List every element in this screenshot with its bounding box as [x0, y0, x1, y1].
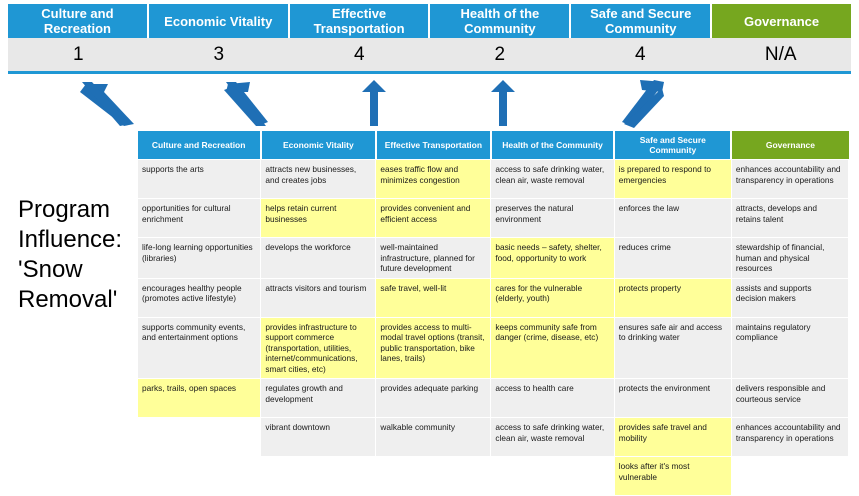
matrix-cell: ensures safe air and access to drinking water	[614, 317, 731, 379]
table-row	[138, 238, 849, 279]
matrix-cell: eases traffic flow and minimizes congestion	[376, 160, 491, 199]
matrix-cell: maintains regulatory compliance	[731, 317, 848, 379]
score-culture-and-recreation: 1	[72, 43, 84, 65]
score-health-of-the-community: 2	[494, 43, 506, 65]
matrix-cell: protects the environment	[614, 379, 731, 418]
matrix-cell: regulates growth and development	[261, 379, 376, 418]
header-cell-economic-vitality: Economic Vitality	[149, 4, 290, 38]
matrix-cell: attracts, develops and retains talent	[731, 199, 848, 238]
score-economic-vitality: 3	[213, 43, 225, 65]
matrix-cell: opportunities for cultural enrichment	[138, 199, 261, 238]
matrix-cell: parks, trails, open spaces	[138, 379, 261, 418]
header-cell-health-of-the-community: Health of the Community	[430, 4, 571, 38]
matrix-cell: encourages healthy people (promotes active lifestyle)	[138, 278, 261, 317]
matrix-cell: provides infrastructure to support commerce (transportation, utilities, internet/communications, smart cities, etc)	[261, 317, 376, 379]
matrix-cell: enforces the law	[614, 199, 731, 238]
matrix-cell: develops the workforce	[261, 238, 376, 279]
table-row	[138, 317, 849, 379]
matrix-cell: provides adequate parking	[376, 379, 491, 418]
matrix-cell: attracts new businesses, and creates jobs	[261, 160, 376, 199]
matrix-cell-empty	[138, 418, 261, 457]
table-row	[138, 379, 849, 418]
caption-line-2: Influence:	[18, 226, 123, 253]
matrix-cell: supports the arts	[138, 160, 261, 199]
matrix-cell: keeps community safe from danger (crime, disease, etc)	[491, 317, 614, 379]
program-influence-caption	[18, 195, 138, 315]
matrix-header-culture-and-recreation: Culture and Recreation	[138, 131, 261, 160]
matrix-cell: is prepared to respond to emergencies	[614, 160, 731, 199]
matrix-cell: safe travel, well-lit	[376, 278, 491, 317]
upward-arrow-icon-1	[78, 80, 138, 128]
table-row	[138, 278, 849, 317]
matrix-cell: assists and supports decision makers	[731, 278, 848, 317]
score-safe-and-secure-community: 4	[634, 43, 646, 65]
table-row	[138, 199, 849, 238]
matrix-cell: attracts visitors and tourism	[261, 278, 376, 317]
matrix-header-row	[138, 131, 849, 160]
matrix-cell-empty	[731, 457, 848, 496]
matrix-cell: access to safe drinking water, clean air, waste removal	[491, 160, 614, 199]
matrix-cell-empty	[261, 457, 376, 496]
matrix-cell: provides safe travel and mobility	[614, 418, 731, 457]
table-row	[138, 160, 849, 199]
matrix-cell: vibrant downtown	[261, 418, 376, 457]
upward-arrow-icon-4	[487, 80, 519, 128]
score-effective-transportation: 4	[353, 43, 365, 65]
matrix-cell: access to safe drinking water, clean air, waste removal	[491, 418, 614, 457]
matrix-cell: reduces crime	[614, 238, 731, 279]
matrix-cell: protects property	[614, 278, 731, 317]
table-row	[138, 457, 849, 496]
matrix-cell: delivers responsible and courteous service	[731, 379, 848, 418]
matrix-cell: stewardship of financial, human and physical resources	[731, 238, 848, 279]
header-cell-effective-transportation: Effective Transportation	[290, 4, 431, 38]
matrix-cell: cares for the vulnerable (elderly, youth)	[491, 278, 614, 317]
matrix-header-governance: Governance	[731, 131, 848, 160]
score-governance: N/A	[764, 43, 797, 65]
matrix-cell: well-maintained infrastructure, planned for future development	[376, 238, 491, 279]
matrix-cell: walkable community	[376, 418, 491, 457]
header-cell-culture-and-recreation: Culture and Recreation	[8, 4, 149, 38]
scorecard-score-band	[8, 38, 851, 74]
matrix-cell: provides access to multi-modal travel options (transit, public transportation, bike lanes, trails)	[376, 317, 491, 379]
matrix-header-health-of-the-community: Health of the Community	[491, 131, 614, 160]
matrix-cell: enhances accountability and transparency in operations	[731, 418, 848, 457]
matrix-header-effective-transportation: Effective Transportation	[376, 131, 491, 160]
upward-arrow-icon-2	[222, 80, 270, 128]
upward-arrow-icon-3	[358, 80, 390, 128]
scorecard-header-band	[8, 4, 851, 38]
matrix-cell: provides convenient and efficient access	[376, 199, 491, 238]
header-cell-governance: Governance	[712, 4, 851, 38]
matrix-header-safe-and-secure-community: Safe and Secure Community	[614, 131, 731, 160]
matrix-cell-empty	[491, 457, 614, 496]
matrix-cell-empty	[376, 457, 491, 496]
outcomes-matrix-table	[137, 131, 849, 496]
caption-line-1: Program	[18, 196, 111, 223]
upward-arrow-icon-5	[620, 78, 668, 128]
caption-line-3: 'Snow	[18, 256, 83, 283]
table-row	[138, 418, 849, 457]
matrix-cell: looks after it's most vulnerable	[614, 457, 731, 496]
matrix-cell: access to health care	[491, 379, 614, 418]
matrix-cell: life-long learning opportunities (libraries)	[138, 238, 261, 279]
matrix-cell: supports community events, and entertainment options	[138, 317, 261, 379]
header-cell-safe-and-secure-community: Safe and Secure Community	[571, 4, 712, 38]
matrix-cell: helps retain current businesses	[261, 199, 376, 238]
matrix-cell: enhances accountability and transparency in operations	[731, 160, 848, 199]
matrix-cell-empty	[138, 457, 261, 496]
caption-line-4: Removal'	[18, 286, 118, 313]
matrix-cell: basic needs – safety, shelter, food, opportunity to work	[491, 238, 614, 279]
matrix-cell: preserves the natural environment	[491, 199, 614, 238]
matrix-header-economic-vitality: Economic Vitality	[261, 131, 376, 160]
